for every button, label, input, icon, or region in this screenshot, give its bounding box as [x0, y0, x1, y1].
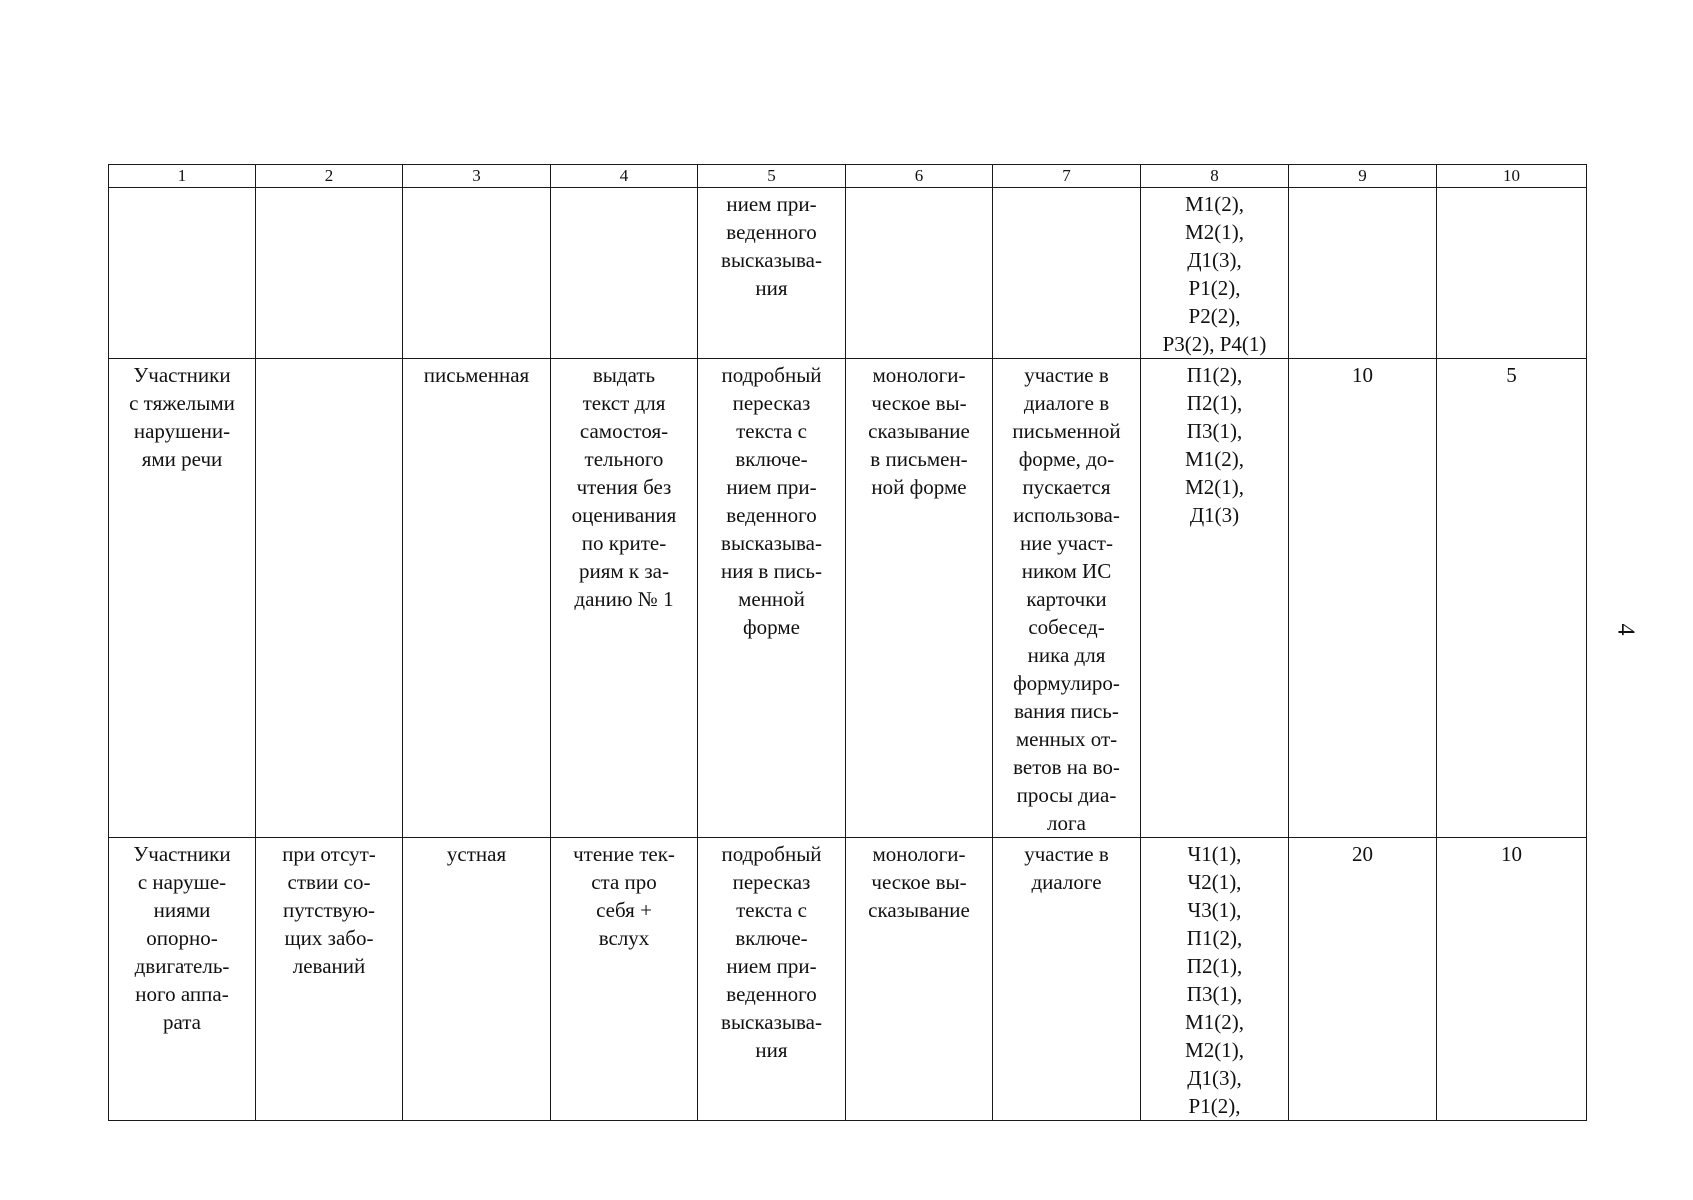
column-header-3: 3 [403, 165, 551, 188]
cell-task-4: участие в диалоге [993, 838, 1141, 1121]
cell-criteria: М1(2), М2(1), Д1(3), Р1(2), Р2(2), Р3(2), Р4(1) [1141, 188, 1289, 359]
column-header-7: 7 [993, 165, 1141, 188]
cell-task-3 [846, 188, 993, 359]
cell-participant-category [109, 188, 256, 359]
cell-max-score: 20 [1289, 838, 1437, 1121]
cell-min-score: 5 [1437, 359, 1587, 838]
cell-form: устная [403, 838, 551, 1121]
cell-task-3: монологи- ческое вы- сказывание [846, 838, 993, 1121]
column-header-4: 4 [551, 165, 698, 188]
cell-participant-category: Участники с тяжелыми нарушени- ями речи [109, 359, 256, 838]
cell-participant-category: Участники с наруше- ниями опорно- двигатель- ного аппа- рата [109, 838, 256, 1121]
cell-task-2: нием при- веденного высказыва- ния [698, 188, 846, 359]
page-number: 4 [1612, 623, 1639, 636]
table-row-speech-disorders [109, 359, 1587, 838]
column-number-row [109, 165, 1587, 188]
cell-form [403, 188, 551, 359]
cell-max-score: 10 [1289, 359, 1437, 838]
table-row-musculoskeletal-disorders [109, 838, 1587, 1121]
column-header-8: 8 [1141, 165, 1289, 188]
cell-min-score [1437, 188, 1587, 359]
cell-min-score: 10 [1437, 838, 1587, 1121]
cell-form: письменная [403, 359, 551, 838]
document-table [108, 164, 1587, 1121]
table-row-continuation [109, 188, 1587, 359]
cell-task-1 [551, 188, 698, 359]
column-header-6: 6 [846, 165, 993, 188]
cell-task-2: подробный пересказ текста с включе- нием при- веденного высказыва- ния [698, 838, 846, 1121]
column-header-9: 9 [1289, 165, 1437, 188]
column-header-1: 1 [109, 165, 256, 188]
cell-criteria: П1(2), П2(1), П3(1), М1(2), М2(1), Д1(3) [1141, 359, 1289, 838]
cell-condition [256, 188, 403, 359]
cell-task-4: участие в диалоге в письменной форме, до- пускается использова- ние участ- ником ИС карточки собесед- ника для формулиро- вания пись- менных от- ветов на во- просы диа- лога [993, 359, 1141, 838]
cell-task-4 [993, 188, 1141, 359]
cell-task-3: монологи- ческое вы- сказывание в письмен- ной форме [846, 359, 993, 838]
cell-task-2: подробный пересказ текста с включе- нием при- веденного высказыва- ния в пись- менной форме [698, 359, 846, 838]
cell-task-1: чтение тек- ста про себя + вслух [551, 838, 698, 1121]
cell-condition: при отсут- ствии со- путствую- щих забо- леваний [256, 838, 403, 1121]
column-header-2: 2 [256, 165, 403, 188]
cell-max-score [1289, 188, 1437, 359]
cell-criteria: Ч1(1), Ч2(1), Ч3(1), П1(2), П2(1), П3(1), М1(2), М2(1), Д1(3), Р1(2), [1141, 838, 1289, 1121]
cell-condition [256, 359, 403, 838]
column-header-5: 5 [698, 165, 846, 188]
cell-task-1: выдать текст для самостоя- тельного чтения без оценивания по крите- риям к за- данию № 1 [551, 359, 698, 838]
column-header-10: 10 [1437, 165, 1587, 188]
